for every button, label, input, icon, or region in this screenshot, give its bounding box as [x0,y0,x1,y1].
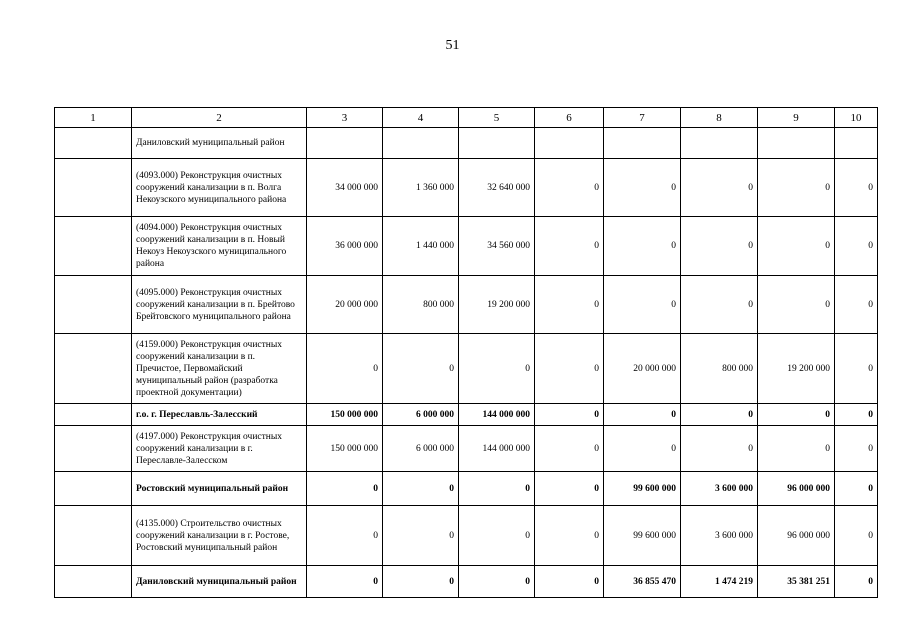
header-cell: 4 [383,108,459,128]
value-cell-col-8: 0 [681,276,758,334]
value-cell-col-3: 0 [307,472,383,506]
row-index-cell [55,404,132,426]
value-cell-col-7 [604,128,681,159]
value-cell-col-6: 0 [535,566,604,598]
value-cell-col-4: 1 360 000 [383,159,459,217]
value-cell-col-9: 19 200 000 [758,334,835,404]
value-cell-col-3: 0 [307,334,383,404]
value-cell-col-9: 0 [758,217,835,276]
value-cell-col-9: 0 [758,276,835,334]
row-index-cell [55,566,132,598]
value-cell-col-9: 96 000 000 [758,506,835,566]
value-cell-col-9: 0 [758,426,835,472]
table-row [55,217,878,276]
table-row [55,128,878,159]
value-cell-col-9 [758,128,835,159]
value-cell-col-8: 3 600 000 [681,472,758,506]
item-name-cell: г.о. г. Переславль-Залесский [132,404,307,426]
value-cell-col-6: 0 [535,404,604,426]
value-cell-col-8: 0 [681,426,758,472]
value-cell-col-3: 20 000 000 [307,276,383,334]
value-cell-col-7: 99 600 000 [604,506,681,566]
value-cell-col-5: 34 560 000 [459,217,535,276]
value-cell-col-9: 96 000 000 [758,472,835,506]
value-cell-col-8: 0 [681,159,758,217]
item-name-cell: (4135.000) Строительство очистных сооружений канализации в г. Ростове, Ростовский муниципальный район [132,506,307,566]
header-cell: 5 [459,108,535,128]
value-cell-col-5: 144 000 000 [459,404,535,426]
value-cell-col-3: 150 000 000 [307,426,383,472]
value-cell-col-10: 0 [835,334,878,404]
item-name-cell: (4159.000) Реконструкция очистных сооружений канализации в п. Пречистое, Первомайский муниципальный район (разработка проектной документации) [132,334,307,404]
value-cell-col-10: 0 [835,506,878,566]
value-cell-col-4: 6 000 000 [383,404,459,426]
value-cell-col-6 [535,128,604,159]
row-index-cell [55,426,132,472]
value-cell-col-8: 3 600 000 [681,506,758,566]
header-cell: 2 [132,108,307,128]
column-number-header-row [55,108,878,128]
value-cell-col-6: 0 [535,334,604,404]
value-cell-col-5: 0 [459,472,535,506]
item-name-cell: Ростовский муниципальный район [132,472,307,506]
page-number: 51 [445,38,460,53]
value-cell-col-9: 0 [758,159,835,217]
value-cell-col-9: 0 [758,404,835,426]
header-cell: 6 [535,108,604,128]
value-cell-col-9: 35 381 251 [758,566,835,598]
value-cell-col-7: 0 [604,426,681,472]
value-cell-col-3: 0 [307,506,383,566]
value-cell-col-4: 800 000 [383,276,459,334]
table-row [55,426,878,472]
header-cell: 7 [604,108,681,128]
value-cell-col-7: 0 [604,276,681,334]
value-cell-col-7: 99 600 000 [604,472,681,506]
value-cell-col-10: 0 [835,426,878,472]
value-cell-col-4: 0 [383,506,459,566]
row-index-cell [55,334,132,404]
value-cell-col-8 [681,128,758,159]
value-cell-col-4 [383,128,459,159]
value-cell-col-7: 0 [604,217,681,276]
value-cell-col-7: 20 000 000 [604,334,681,404]
value-cell-col-10: 0 [835,472,878,506]
row-index-cell [55,506,132,566]
table-row [55,506,878,566]
value-cell-col-3: 34 000 000 [307,159,383,217]
header-cell: 8 [681,108,758,128]
value-cell-col-5: 0 [459,334,535,404]
item-name-cell: (4197.000) Реконструкция очистных сооружений канализации в г. Переславле-Залесском [132,426,307,472]
value-cell-col-7: 0 [604,404,681,426]
header-cell: 10 [835,108,878,128]
table-row [55,404,878,426]
value-cell-col-8: 0 [681,404,758,426]
row-index-cell [55,217,132,276]
value-cell-col-3: 0 [307,566,383,598]
value-cell-col-6: 0 [535,506,604,566]
row-index-cell [55,128,132,159]
value-cell-col-10: 0 [835,159,878,217]
budget-table [54,107,878,598]
value-cell-col-10: 0 [835,404,878,426]
value-cell-col-6: 0 [535,276,604,334]
value-cell-col-5: 32 640 000 [459,159,535,217]
value-cell-col-3: 36 000 000 [307,217,383,276]
item-name-cell: (4093.000) Реконструкция очистных сооружений канализации в п. Волга Некоузского муниципального района [132,159,307,217]
value-cell-col-10: 0 [835,276,878,334]
value-cell-col-6: 0 [535,426,604,472]
value-cell-col-10: 0 [835,217,878,276]
value-cell-col-6: 0 [535,217,604,276]
row-index-cell [55,472,132,506]
table-row [55,159,878,217]
table-row [55,276,878,334]
table-body [55,108,878,598]
header-cell: 3 [307,108,383,128]
value-cell-col-7: 36 855 470 [604,566,681,598]
header-cell: 9 [758,108,835,128]
value-cell-col-4: 0 [383,472,459,506]
value-cell-col-3: 150 000 000 [307,404,383,426]
value-cell-col-5: 0 [459,506,535,566]
header-cell: 1 [55,108,132,128]
value-cell-col-3 [307,128,383,159]
item-name-cell: (4094.000) Реконструкция очистных сооружений канализации в п. Новый Некоуз Некоузского муниципального района [132,217,307,276]
table-row [55,334,878,404]
value-cell-col-7: 0 [604,159,681,217]
item-name-cell: Даниловский муниципальный район [132,128,307,159]
value-cell-col-5: 19 200 000 [459,276,535,334]
value-cell-col-8: 800 000 [681,334,758,404]
item-name-cell: Даниловский муниципальный район [132,566,307,598]
table-row [55,472,878,506]
value-cell-col-8: 0 [681,217,758,276]
item-name-cell: (4095.000) Реконструкция очистных сооружений канализации в п. Брейтово Брейтовского муниципального района [132,276,307,334]
row-index-cell [55,159,132,217]
value-cell-col-10 [835,128,878,159]
row-index-cell [55,276,132,334]
value-cell-col-8: 1 474 219 [681,566,758,598]
value-cell-col-10: 0 [835,566,878,598]
value-cell-col-4: 1 440 000 [383,217,459,276]
value-cell-col-5 [459,128,535,159]
value-cell-col-4: 0 [383,566,459,598]
value-cell-col-6: 0 [535,472,604,506]
value-cell-col-5: 0 [459,566,535,598]
value-cell-col-4: 6 000 000 [383,426,459,472]
value-cell-col-5: 144 000 000 [459,426,535,472]
value-cell-col-6: 0 [535,159,604,217]
value-cell-col-4: 0 [383,334,459,404]
table-row [55,566,878,598]
